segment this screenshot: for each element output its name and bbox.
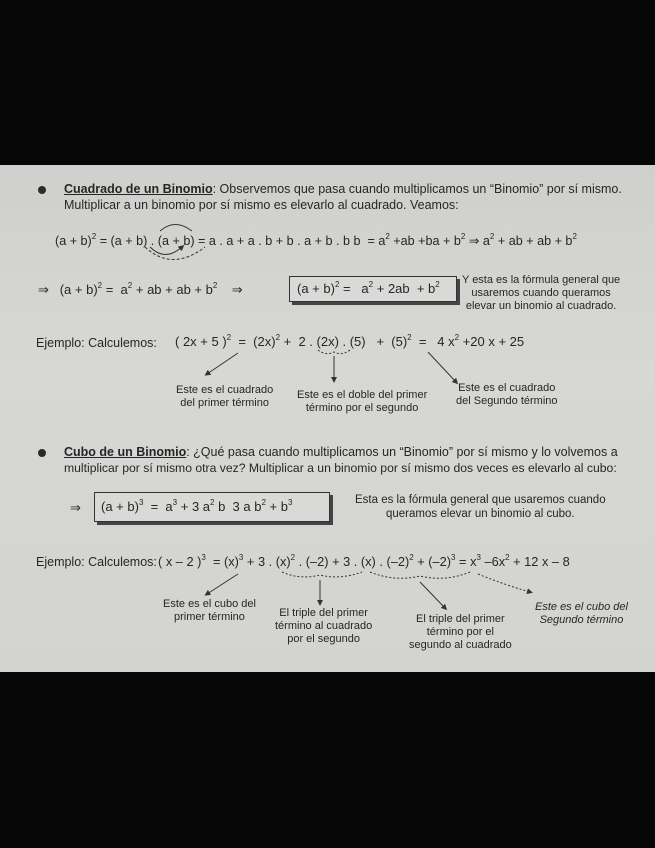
section1-formula: $(a + b)^2 = a^2 + 2ab + b^2$ (297, 280, 440, 296)
section2-example: ( x – 2 )$^3 = (x)^3 + 3$ . $(x)^2$ . (–2) + 3 . (x) . $(-2)^2 + (-2)^3 = x^3$ $-6x^2 + 12$ x – 8 (158, 553, 570, 569)
note-line: por el segundo (287, 633, 360, 645)
pointer-arrow (420, 582, 445, 608)
note-line: término por el segundo (305, 402, 419, 414)
note-line: del primer término (180, 397, 269, 409)
note-line: del Segundo término (456, 395, 558, 407)
dashed-brace (370, 572, 470, 578)
note-line: segundo al cuadrado (409, 639, 512, 651)
note-line: El triple del primer (416, 613, 505, 625)
section2-example-label: Ejemplo: Calculemos: (36, 555, 157, 569)
note-line: El triple del primer (279, 607, 368, 619)
section1-intro-line2: Multiplicar a un binomio por sí mismo es elevarlo al cuadrado. Veamos: (64, 198, 459, 212)
section2-formula: $(a + b)^3 = a^3 + 3$ $a^2$ b 3 a $b^2 + b^3$ (101, 498, 293, 514)
formula-note-line: Y esta es la fórmula general que (462, 274, 621, 286)
note-line: Segundo término (539, 614, 624, 626)
note-line: Este es el cubo del (535, 601, 628, 613)
dashed-brace (282, 572, 362, 577)
note-line: Este es el cuadrado (458, 382, 556, 394)
formula-note-line: usaremos cuando queramos (471, 287, 611, 299)
note-line: Este es el cubo del (163, 598, 256, 610)
formula-note-line: elevar un binomio al cuadrado. (465, 300, 617, 312)
section2-arrow: ⇒ (70, 500, 81, 515)
section1-intro-line1: : Observemos que pasa cuando multiplicamos un “Binomio” por sí mismo. (212, 182, 622, 196)
note-line: primer término (174, 611, 245, 623)
section1-example-label: Ejemplo: Calculemos: (36, 336, 157, 350)
note-line: Este es el doble del primer (297, 389, 428, 401)
pointer-arrow (428, 352, 456, 382)
formula-note-line: Esta es la fórmula general que usaremos cuando (355, 494, 606, 506)
section1-title: Cuadrado de un Binomio (64, 182, 213, 196)
section1-expansion: $(a + b)^2 = (a + b)$ . (a + b) = a . a + a . b + b . a + b . b $b = a^2 +ab +ba + b^2$ ⇒ $a^2$ + ab + ab + $b^2$ (55, 232, 577, 248)
dashed-brace (318, 350, 350, 354)
curve-arrow (150, 247, 182, 255)
formula-note-line: queramos elevar un binomio al cubo. (386, 508, 575, 520)
pointer-arrow (478, 574, 530, 592)
pointer-arrow (207, 574, 238, 594)
curve-arrow (160, 225, 192, 232)
section2-intro-line1: : ¿Qué pasa cuando multiplicamos un “Binomio” por sí mismo y lo volvemos a (186, 445, 618, 459)
section2-intro-line2: multiplicar por sí mismo otra vez? Multiplicar a un binomio por sí mismo dos veces es elevarlo al cubo: (64, 461, 617, 475)
section2-title: Cubo de un Binomio (64, 445, 187, 459)
section1-result-line: ⇒ $(a + b)^2 = a^2$ + ab + ab + $b^2$ ⇒ (38, 281, 243, 297)
pointer-arrow (207, 353, 238, 374)
note-line: Este es el cuadrado (176, 384, 274, 396)
section1-example: ( 2x + 5 )$^2 = (2x)^2 + 2$ . (2x) . $(5) + (5)^2 = 4$ $x^2 +20$ x + 25 (175, 333, 525, 349)
note-line: término al cuadrado (275, 620, 373, 632)
curve-arrow (145, 247, 205, 260)
note-line: término por el (426, 626, 494, 638)
